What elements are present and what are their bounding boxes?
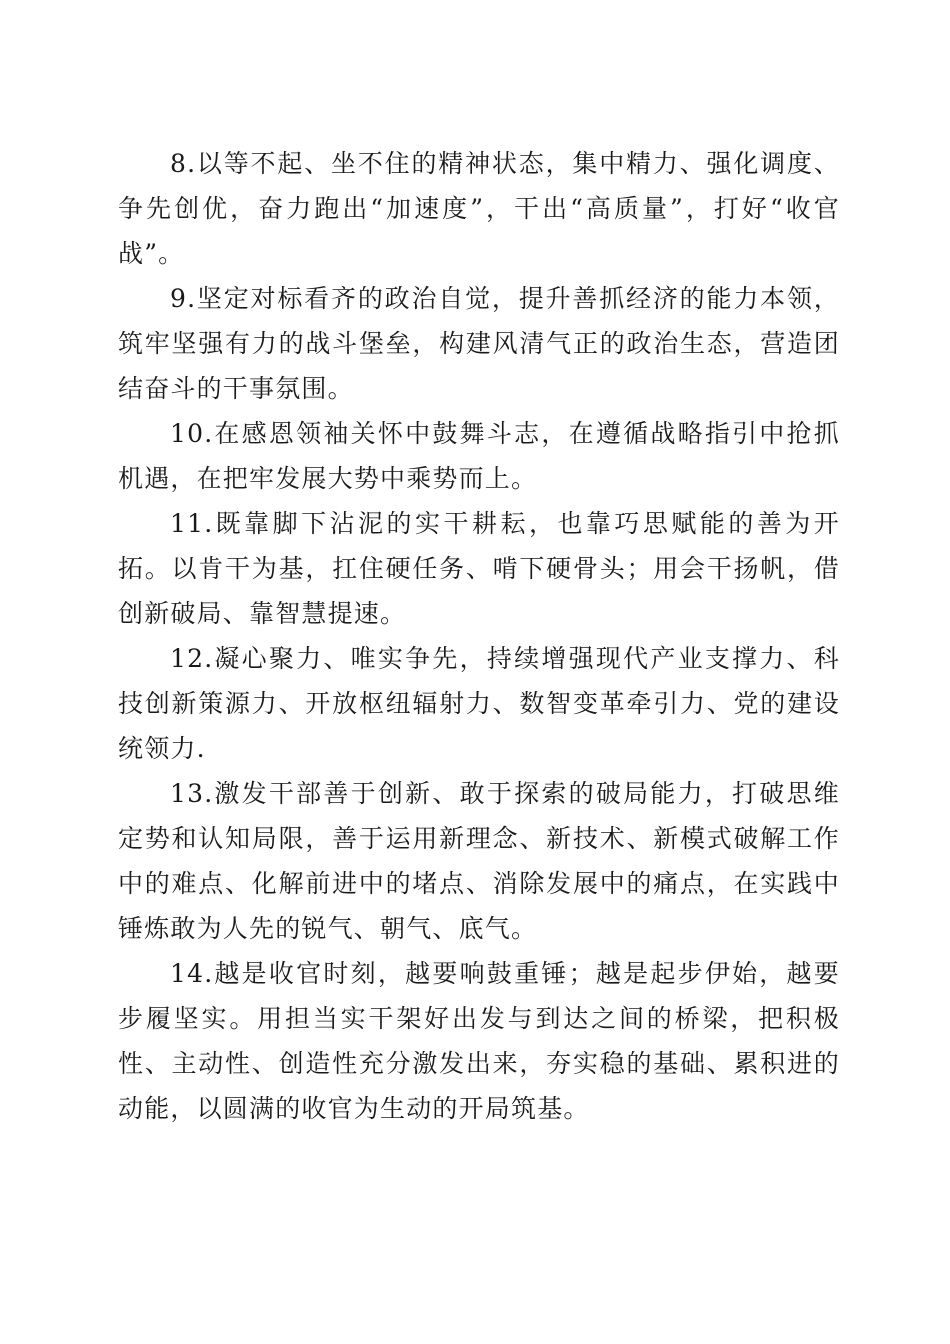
paragraph-text: 坚定对标看齐的政治自觉，提升善抓经济的能力本领，筑牢坚强有力的战斗堡垒，构建风清气正的政治生态，营造团结奋斗的干事氛围。 [118,284,840,403]
paragraph-text: 以等不起、坐不住的精神状态，集中精力、强化调度、争先创优，奋力跑出“加速度”，干出“高质量”，打好“收官战”。 [118,149,840,268]
paragraph-11 [118,501,840,636]
paragraph-9 [118,276,840,411]
paragraph-text: 既靠脚下沾泥的实干耕耘，也靠巧思赋能的善为开拓。以肯干为基，扛住硬任务、啃下硬骨头；用会干扬帆，借创新破局、靠智慧提速。 [118,509,840,628]
paragraph-number: 13. [170,779,214,808]
paragraph-12 [118,636,840,771]
paragraph-number: 10. [170,419,214,448]
paragraph-14 [118,951,840,1131]
paragraph-number: 14. [170,959,214,988]
paragraph-13 [118,771,840,951]
paragraph-text: 激发干部善于创新、敢于探索的破局能力，打破思维定势和认知局限，善于运用新理念、新技术、新模式破解工作中的难点、化解前进中的堵点、消除发展中的痛点，在实践中锤炼敢为人先的锐气、朝气、底气。 [118,779,840,943]
paragraph-number: 9. [170,284,197,313]
paragraph-number: 8. [170,149,197,178]
paragraph-8 [118,141,840,276]
paragraph-10 [118,411,840,501]
paragraph-text: 在感恩领袖关怀中鼓舞斗志，在遵循战略指引中抢抓机遇，在把牢发展大势中乘势而上。 [118,419,840,493]
paragraph-text: 凝心聚力、唯实争先，持续增强现代产业支撑力、科技创新策源力、开放枢纽辐射力、数智变革牵引力、党的建设统领力. [118,644,840,763]
paragraph-number: 12. [170,644,214,673]
paragraph-number: 11. [170,509,214,538]
paragraph-text: 越是收官时刻，越要响鼓重锤；越是起步伊始，越要步履坚实。用担当实干架好出发与到达之间的桥梁，把积极性、主动性、创造性充分激发出来，夯实稳的基础、累积进的动能，以圆满的收官为生动的开局筑基。 [118,959,840,1123]
document-body [118,141,840,1131]
